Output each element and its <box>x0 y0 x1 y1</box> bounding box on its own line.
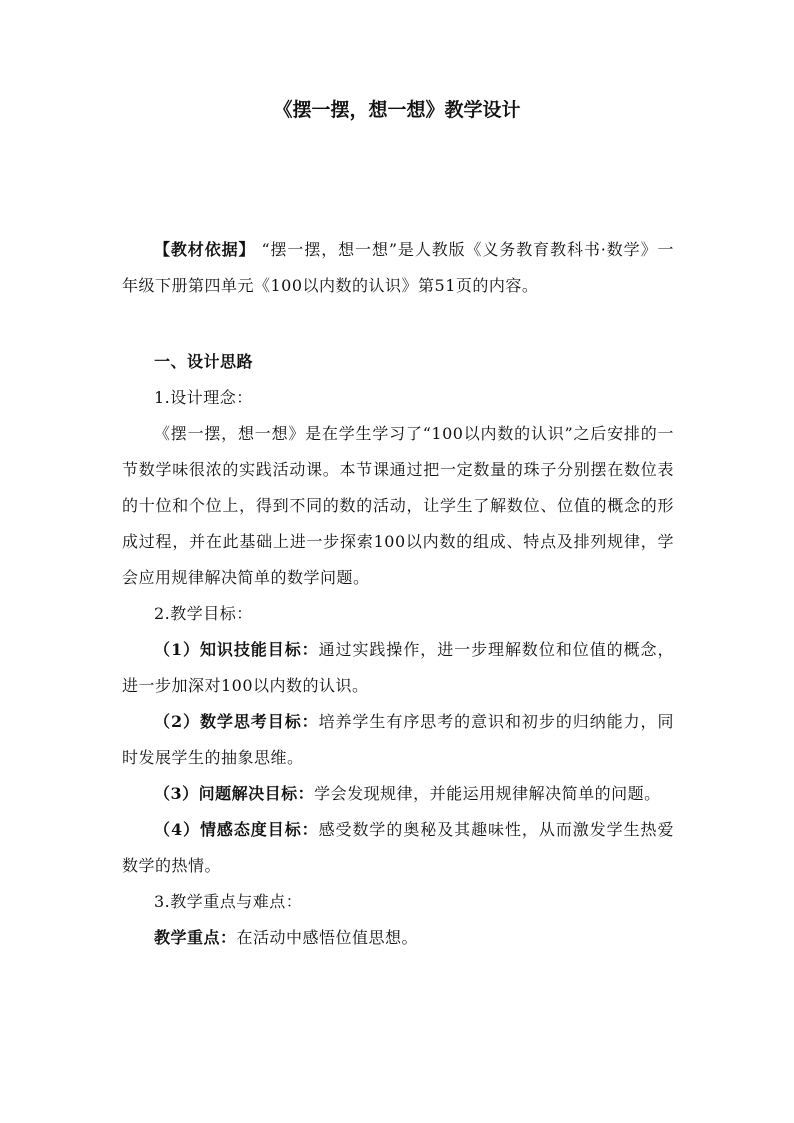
goal-item <box>122 812 674 884</box>
goal-text: 培养学生有序思考的意识和初步的归纳能力，同时发展学生的抽象思维。 <box>122 712 674 767</box>
goal-label: 问题解决目标： <box>198 784 315 803</box>
document-body <box>122 232 674 956</box>
subheading-key-difficult-points: 3.教学重点与难点： <box>154 892 303 911</box>
goal-label: 数学思考目标： <box>199 712 319 731</box>
key-point-paragraph <box>122 920 674 956</box>
textbook-basis-text: “摆一摆，想一想”是人教版《义务教育教科书·数学》一年级下册第四单元《100以内数的认识》第51页的内容。 <box>122 240 674 295</box>
goal-label: 情感态度目标： <box>199 820 319 839</box>
goal-number: （2） <box>154 712 200 731</box>
textbook-basis-label: 【教材依据】 <box>154 240 256 259</box>
document-title: 《摆一摆，想一想》教学设计 <box>273 99 521 121</box>
goal-text: 通过实践操作，进一步理解数位和位值的概念，进一步加深对100以内数的认识。 <box>122 640 674 695</box>
key-point-label: 教学重点： <box>154 928 237 947</box>
goal-item <box>122 776 674 812</box>
subheading-design-concept: 1.设计理念： <box>154 388 253 407</box>
section-heading-design-ideas: 一、设计思路 <box>154 352 254 371</box>
textbook-basis-paragraph <box>122 232 674 304</box>
goal-label: 知识技能目标： <box>199 640 319 659</box>
goal-number: （1） <box>154 640 200 659</box>
subheading-teaching-goals: 2.教学目标： <box>154 604 253 623</box>
goal-number: （3） <box>154 784 199 803</box>
goal-text: 感受数学的奥秘及其趣味性，从而激发学生热爱数学的热情。 <box>122 820 674 875</box>
key-point-text: 在活动中感悟位值思想。 <box>236 928 419 947</box>
goal-number: （4） <box>154 820 200 839</box>
goal-text: 学会发现规律，并能运用规律解决简单的问题。 <box>314 784 661 803</box>
goal-item <box>122 704 674 776</box>
goal-item <box>122 632 674 704</box>
design-concept-paragraph: 《摆一摆，想一想》是在学生学习了“100以内数的认识”之后安排的一节数学味很浓的实践活动课。本节课通过把一定数量的珠子分别摆在数位表的十位和个位上，得到不同的数的活动，让学生了解数位、位值的概念的形成过程，并在此基础上进一步探索100以内数的组成、特点及排列规律，学会应用规律解决简单的数学问题。 <box>122 424 674 587</box>
